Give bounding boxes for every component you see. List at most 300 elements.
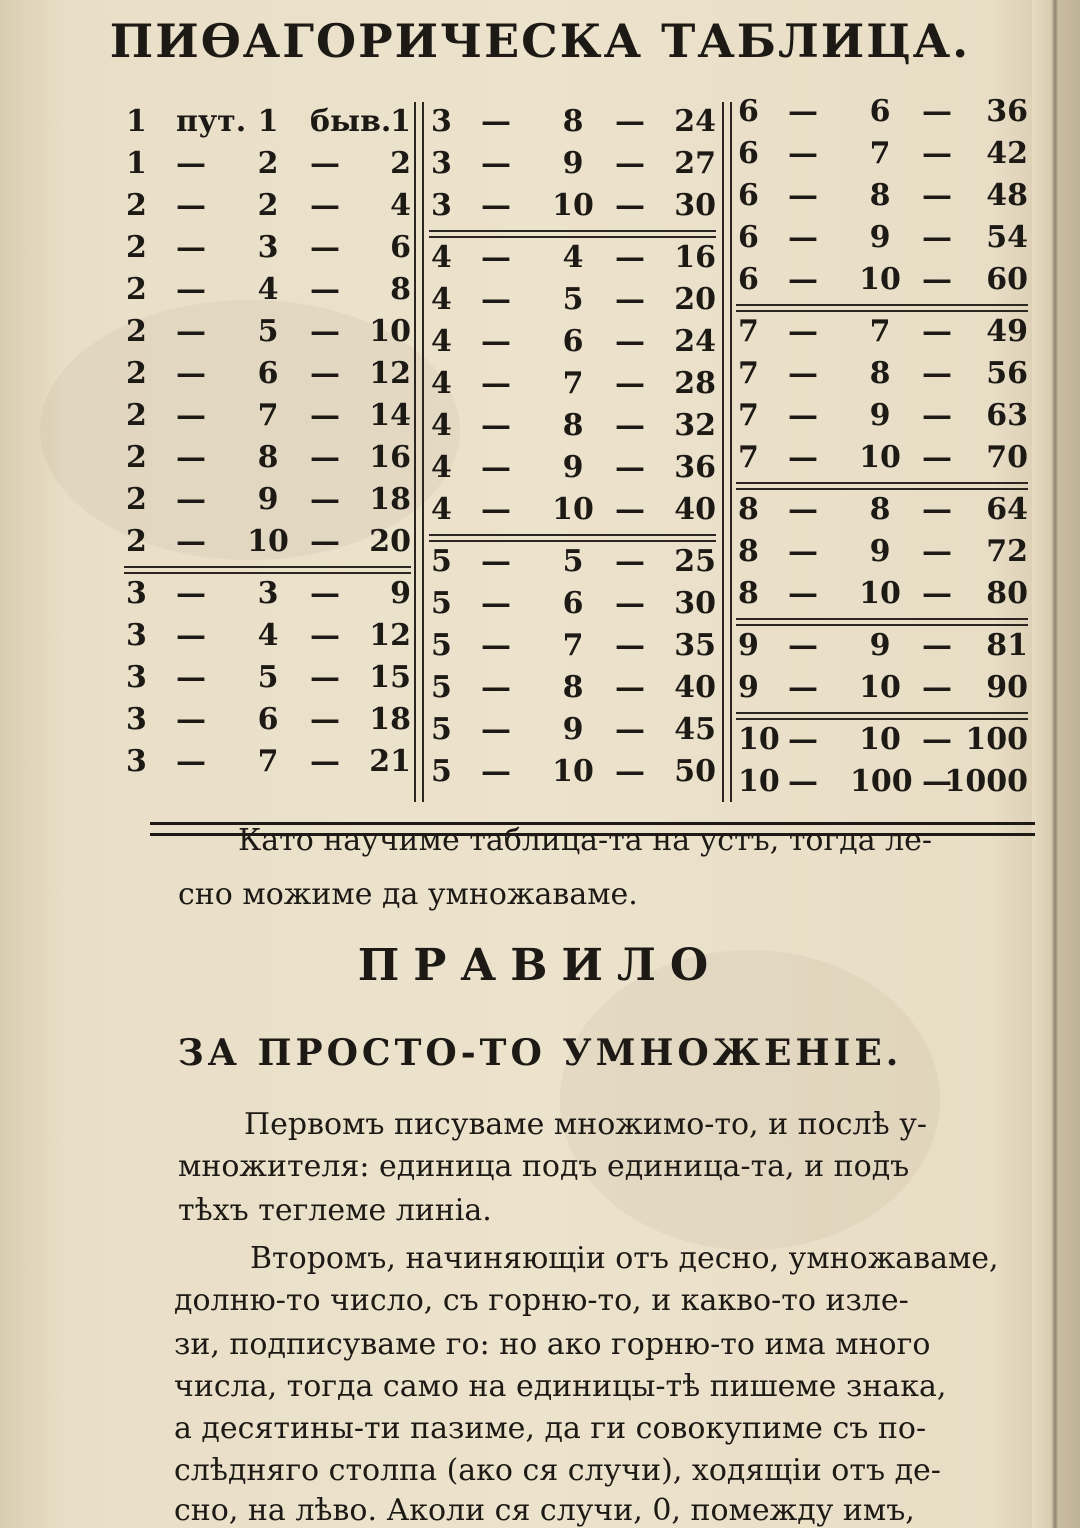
table-row	[425, 710, 720, 750]
table-cell-product: 64	[986, 492, 1028, 527]
text-line: слѣдняго столпа (ако ся случи), ходящіи отъ де-	[174, 1453, 941, 1488]
table-cell-multiplicand: 2	[126, 356, 147, 391]
table-cell-separator: —	[481, 712, 511, 747]
table-cell-separator: —	[176, 524, 206, 559]
table-cell-multiplicand: 6	[738, 136, 759, 171]
table-cell-product: 63	[986, 398, 1028, 433]
table-cell-multiplier: 9	[869, 628, 891, 663]
table-cell-separator: —	[788, 670, 818, 705]
table-cell-product: 81	[986, 628, 1028, 663]
table-cell-product: 50	[674, 754, 716, 789]
table-cell-multiplicand: 10	[738, 764, 780, 799]
table-row	[120, 574, 415, 614]
table-row	[732, 668, 1032, 708]
table-cell-product: 15	[369, 660, 411, 695]
table-cell-multiplier: 3	[257, 230, 279, 265]
table-cell-separator: —	[615, 408, 645, 443]
table-cell-separator: —	[176, 398, 206, 433]
table-row	[120, 616, 415, 656]
table-cell-product: 35	[674, 628, 716, 663]
table-cell-multiplicand: 1	[126, 146, 147, 181]
table-cell-product: 1000	[944, 764, 1028, 799]
table-cell-product: 70	[986, 440, 1028, 475]
table-group-rule	[124, 566, 411, 574]
table-cell-multiplier: 10	[859, 576, 901, 611]
table-cell-product: 18	[369, 482, 411, 517]
table-cell-multiplier: 7	[869, 314, 891, 349]
table-row	[425, 186, 720, 226]
table-cell-product: 45	[674, 712, 716, 747]
table-cell-product: 30	[674, 586, 716, 621]
table-cell-separator: —	[922, 94, 952, 129]
table-cell-separator: —	[788, 94, 818, 129]
table-row	[425, 322, 720, 362]
table-cell-separator: быв.	[310, 104, 392, 139]
table-cell-product: 18	[369, 702, 411, 737]
table-row	[425, 584, 720, 624]
table-cell-separator: —	[310, 356, 340, 391]
table-cell-multiplicand: 2	[126, 524, 147, 559]
table-cell-separator: —	[310, 702, 340, 737]
table-row	[732, 574, 1032, 614]
page-title: ПИѲАГОРИЧЕСКА ТАБЛИЦА.	[109, 14, 971, 68]
column-divider	[414, 102, 424, 802]
table-cell-multiplicand: 8	[738, 534, 759, 569]
table-cell-product: 49	[986, 314, 1028, 349]
table-group-rule	[736, 618, 1028, 626]
rule-subheading: ЗА ПРОСТО-ТО УМНОЖЕНІЕ.	[177, 1032, 903, 1074]
table-row	[120, 228, 415, 268]
table-group-rule	[736, 712, 1028, 720]
table-cell-product: 54	[986, 220, 1028, 255]
table-column-2	[425, 92, 720, 812]
table-cell-separator: —	[922, 534, 952, 569]
table-cell-separator: —	[788, 178, 818, 213]
table-cell-multiplier: 100	[850, 764, 913, 799]
table-cell-separator: —	[615, 188, 645, 223]
table-cell-multiplier: 7	[562, 366, 584, 401]
table-cell-separator: —	[176, 702, 206, 737]
table-cell-separator: —	[176, 482, 206, 517]
table-cell-separator: —	[176, 440, 206, 475]
table-cell-multiplier: 7	[257, 744, 279, 779]
table-cell-separator: —	[481, 240, 511, 275]
table-cell-multiplicand: 2	[126, 188, 147, 223]
table-cell-product: 100	[965, 722, 1028, 757]
table-cell-multiplicand: 8	[738, 492, 759, 527]
table-cell-multiplicand: 2	[126, 272, 147, 307]
table-cell-separator: —	[481, 408, 511, 443]
text-line: долню-то число, съ горню-то, и какво-то изле-	[174, 1283, 909, 1318]
table-cell-multiplicand: 5	[431, 754, 452, 789]
table-cell-separator: —	[310, 272, 340, 307]
table-row	[425, 102, 720, 142]
table-cell-product: 12	[369, 356, 411, 391]
table-cell-multiplicand: 2	[126, 440, 147, 475]
table-group-rule	[736, 304, 1028, 312]
table-cell-multiplier: 9	[869, 398, 891, 433]
table-cell-multiplier: 8	[562, 408, 584, 443]
table-cell-separator: —	[176, 146, 206, 181]
table-cell-multiplier: 7	[257, 398, 279, 433]
table-cell-separator: —	[310, 744, 340, 779]
table-cell-product: 1	[390, 104, 411, 139]
table-cell-separator: —	[922, 492, 952, 527]
table-cell-multiplier: 6	[257, 356, 279, 391]
table-cell-separator: —	[310, 188, 340, 223]
table-cell-separator: —	[481, 586, 511, 621]
table-cell-separator: —	[788, 576, 818, 611]
table-cell-multiplicand: 2	[126, 398, 147, 433]
table-cell-separator: —	[481, 366, 511, 401]
table-cell-separator: —	[615, 324, 645, 359]
table-cell-separator: —	[310, 660, 340, 695]
table-cell-separator: —	[176, 618, 206, 653]
column-divider	[722, 102, 732, 802]
table-cell-multiplicand: 7	[738, 314, 759, 349]
text-line: тѣхъ теглеме линіа.	[178, 1193, 492, 1228]
table-cell-multiplier: 10	[247, 524, 289, 559]
table-cell-multiplicand: 3	[126, 744, 147, 779]
table-cell-separator: —	[788, 764, 818, 799]
table-cell-multiplicand: 4	[431, 492, 452, 527]
table-cell-separator: —	[922, 398, 952, 433]
table-cell-multiplier: 10	[859, 440, 901, 475]
table-cell-separator: —	[788, 722, 818, 757]
table-row	[425, 668, 720, 708]
table-cell-multiplicand: 7	[738, 398, 759, 433]
table-cell-separator: —	[922, 220, 952, 255]
table-cell-separator: —	[615, 282, 645, 317]
table-row	[425, 406, 720, 446]
table-row	[732, 532, 1032, 572]
table-cell-multiplicand: 3	[126, 618, 147, 653]
table-cell-multiplicand: 4	[431, 324, 452, 359]
table-cell-separator: —	[481, 450, 511, 485]
table-cell-product: 4	[390, 188, 411, 223]
table-cell-separator: —	[788, 440, 818, 475]
table-cell-separator: —	[176, 744, 206, 779]
table-cell-separator: —	[788, 136, 818, 171]
table-cell-product: 9	[390, 576, 411, 611]
table-cell-separator: —	[788, 356, 818, 391]
table-cell-product: 10	[369, 314, 411, 349]
table-cell-product: 42	[986, 136, 1028, 171]
table-row	[120, 438, 415, 478]
table-cell-product: 2	[390, 146, 411, 181]
table-cell-product: 60	[986, 262, 1028, 297]
table-cell-product: 16	[369, 440, 411, 475]
table-cell-separator: —	[615, 240, 645, 275]
table-cell-multiplier: 10	[859, 262, 901, 297]
table-cell-separator: —	[310, 524, 340, 559]
table-row	[120, 186, 415, 226]
table-cell-multiplicand: 3	[126, 576, 147, 611]
table-row	[732, 490, 1032, 530]
table-cell-multiplier: 10	[859, 722, 901, 757]
table-cell-multiplicand: 9	[738, 628, 759, 663]
table-cell-product: 24	[674, 324, 716, 359]
table-row	[120, 700, 415, 740]
table-cell-multiplier: 4	[257, 272, 279, 307]
table-cell-separator: —	[176, 272, 206, 307]
text-line: Като научиме таблица-та на устъ, тогда ле-	[238, 823, 933, 858]
table-cell-multiplicand: 9	[738, 670, 759, 705]
text-line: а десятины-ти пазиме, да ги совокупиме съ по-	[174, 1411, 927, 1446]
table-row	[120, 522, 415, 562]
table-cell-product: 8	[390, 272, 411, 307]
table-cell-separator: —	[922, 356, 952, 391]
table-cell-multiplier: 8	[562, 670, 584, 705]
table-cell-multiplicand: 6	[738, 94, 759, 129]
table-cell-separator: —	[310, 618, 340, 653]
table-cell-product: 21	[369, 744, 411, 779]
table-cell-multiplicand: 1	[126, 104, 147, 139]
table-row	[120, 270, 415, 310]
table-cell-separator: —	[922, 440, 952, 475]
table-row	[120, 144, 415, 184]
table-cell-separator: —	[176, 230, 206, 265]
table-cell-multiplier: 10	[552, 188, 594, 223]
table-cell-multiplicand: 4	[431, 450, 452, 485]
table-cell-separator: —	[615, 628, 645, 663]
table-cell-multiplicand: 3	[431, 188, 452, 223]
table-cell-multiplicand: 5	[431, 712, 452, 747]
table-cell-multiplicand: 3	[126, 702, 147, 737]
table-cell-product: 48	[986, 178, 1028, 213]
table-cell-separator: —	[615, 450, 645, 485]
rule-heading: ПРАВИЛО	[357, 940, 723, 991]
table-column-3	[732, 92, 1032, 812]
text-line: Второмъ, начиняющіи отъ десно, умножаваме,	[250, 1241, 999, 1276]
text-line: сно, на лѣво. Аколи ся случи, 0, помежду имъ,	[174, 1493, 915, 1528]
table-row	[732, 354, 1032, 394]
table-row	[120, 396, 415, 436]
table-cell-product: 20	[674, 282, 716, 317]
table-cell-product: 72	[986, 534, 1028, 569]
table-row	[425, 280, 720, 320]
table-cell-multiplier: 2	[257, 146, 279, 181]
table-cell-separator: —	[615, 754, 645, 789]
table-cell-multiplier: 5	[257, 660, 279, 695]
table-cell-separator: —	[481, 188, 511, 223]
table-cell-separator: —	[615, 712, 645, 747]
table-cell-multiplier: 1	[257, 104, 279, 139]
table-cell-separator: —	[615, 586, 645, 621]
table-row	[732, 626, 1032, 666]
table-row	[425, 626, 720, 666]
table-cell-product: 16	[674, 240, 716, 275]
table-group-rule	[429, 534, 716, 542]
table-cell-multiplier: 5	[562, 544, 584, 579]
table-cell-separator: —	[615, 544, 645, 579]
table-row	[732, 762, 1032, 802]
table-cell-product: 36	[986, 94, 1028, 129]
table-cell-product: 14	[369, 398, 411, 433]
table-cell-multiplier: 6	[869, 94, 891, 129]
table-row	[425, 144, 720, 184]
table-cell-multiplier: 10	[552, 492, 594, 527]
table-cell-separator: —	[615, 104, 645, 139]
table-cell-multiplier: 9	[562, 146, 584, 181]
table-row	[425, 752, 720, 792]
table-cell-separator: —	[922, 262, 952, 297]
table-cell-multiplicand: 3	[431, 146, 452, 181]
text-line: числа, тогда само на единицы-тѣ пишеме знака,	[174, 1369, 947, 1404]
table-row	[425, 542, 720, 582]
table-cell-separator: —	[176, 660, 206, 695]
table-row	[425, 490, 720, 530]
table-cell-separator: —	[922, 178, 952, 213]
table-cell-multiplier: 9	[869, 220, 891, 255]
table-cell-separator: —	[176, 576, 206, 611]
table-cell-multiplicand: 8	[738, 576, 759, 611]
table-cell-separator: —	[481, 492, 511, 527]
table-cell-multiplier: 6	[562, 586, 584, 621]
table-cell-multiplier: 8	[562, 104, 584, 139]
table-cell-multiplicand: 7	[738, 440, 759, 475]
table-cell-product: 30	[674, 188, 716, 223]
table-cell-separator: —	[788, 220, 818, 255]
table-cell-separator: —	[788, 534, 818, 569]
table-row	[732, 396, 1032, 436]
table-cell-multiplier: 8	[869, 356, 891, 391]
table-row	[120, 480, 415, 520]
table-cell-product: 32	[674, 408, 716, 443]
table-cell-multiplier: 5	[562, 282, 584, 317]
table-cell-separator: —	[481, 282, 511, 317]
table-cell-multiplier: 6	[257, 702, 279, 737]
table-cell-product: 20	[369, 524, 411, 559]
multiplication-table	[120, 92, 1040, 812]
table-cell-separator: —	[310, 398, 340, 433]
table-cell-multiplicand: 5	[431, 586, 452, 621]
table-cell-multiplier: 9	[869, 534, 891, 569]
table-cell-separator: —	[788, 262, 818, 297]
table-row	[732, 438, 1032, 478]
table-cell-multiplier: 4	[257, 618, 279, 653]
table-cell-separator: —	[615, 146, 645, 181]
table-cell-separator: —	[176, 314, 206, 349]
table-row	[732, 312, 1032, 352]
text-line: сно можиме да умножаваме.	[178, 877, 638, 912]
table-cell-separator: —	[788, 314, 818, 349]
table-group-rule	[736, 482, 1028, 490]
table-row	[120, 742, 415, 782]
table-cell-multiplier: 4	[562, 240, 584, 275]
table-cell-multiplicand: 4	[431, 366, 452, 401]
table-cell-multiplicand: 2	[126, 482, 147, 517]
table-cell-separator: —	[176, 356, 206, 391]
table-cell-separator: пут.	[176, 104, 247, 139]
table-cell-multiplicand: 3	[431, 104, 452, 139]
table-cell-multiplier: 9	[562, 450, 584, 485]
table-cell-multiplicand: 6	[738, 220, 759, 255]
table-cell-multiplier: 6	[562, 324, 584, 359]
table-row	[120, 102, 415, 142]
table-cell-separator: —	[310, 146, 340, 181]
table-row	[732, 176, 1032, 216]
table-row	[120, 658, 415, 698]
table-cell-multiplicand: 6	[738, 262, 759, 297]
table-cell-product: 12	[369, 618, 411, 653]
table-cell-multiplier: 8	[869, 492, 891, 527]
table-cell-multiplier: 9	[562, 712, 584, 747]
table-row	[732, 134, 1032, 174]
table-cell-multiplicand: 5	[431, 544, 452, 579]
table-cell-multiplicand: 4	[431, 282, 452, 317]
table-cell-separator: —	[922, 136, 952, 171]
table-cell-product: 90	[986, 670, 1028, 705]
table-cell-multiplier: 10	[552, 754, 594, 789]
table-cell-product: 27	[674, 146, 716, 181]
table-cell-multiplicand: 6	[738, 178, 759, 213]
text-line: Первомъ писуваме множимо-то, и послѣ у-	[244, 1107, 927, 1142]
table-cell-multiplicand: 4	[431, 240, 452, 275]
table-cell-separator: —	[310, 230, 340, 265]
table-cell-multiplier: 9	[257, 482, 279, 517]
table-cell-multiplier: 8	[869, 178, 891, 213]
table-cell-product: 56	[986, 356, 1028, 391]
table-cell-separator: —	[922, 764, 952, 799]
table-row	[425, 238, 720, 278]
table-row	[732, 720, 1032, 760]
table-cell-separator: —	[922, 628, 952, 663]
table-row	[120, 312, 415, 352]
table-cell-separator: —	[615, 492, 645, 527]
table-cell-multiplicand: 4	[431, 408, 452, 443]
table-row	[120, 354, 415, 394]
table-cell-separator: —	[481, 670, 511, 705]
table-row	[732, 260, 1032, 300]
table-cell-product: 24	[674, 104, 716, 139]
table-cell-separator: —	[922, 670, 952, 705]
table-column-1	[120, 92, 415, 812]
table-cell-separator: —	[922, 576, 952, 611]
table-cell-multiplicand: 10	[738, 722, 780, 757]
table-cell-product: 80	[986, 576, 1028, 611]
table-cell-multiplier: 10	[859, 670, 901, 705]
table-cell-separator: —	[615, 670, 645, 705]
table-cell-product: 28	[674, 366, 716, 401]
table-cell-separator: —	[481, 628, 511, 663]
table-cell-multiplicand: 7	[738, 356, 759, 391]
table-cell-multiplicand: 2	[126, 230, 147, 265]
table-cell-separator: —	[481, 754, 511, 789]
table-cell-product: 40	[674, 492, 716, 527]
table-cell-separator: —	[788, 628, 818, 663]
table-cell-multiplier: 7	[869, 136, 891, 171]
table-cell-multiplicand: 5	[431, 670, 452, 705]
table-row	[732, 92, 1032, 132]
table-cell-multiplier: 2	[257, 188, 279, 223]
table-cell-separator: —	[176, 188, 206, 223]
table-cell-separator: —	[922, 314, 952, 349]
table-cell-separator: —	[481, 146, 511, 181]
table-group-rule	[429, 230, 716, 238]
table-cell-separator: —	[481, 544, 511, 579]
table-cell-multiplicand: 3	[126, 660, 147, 695]
table-cell-separator: —	[310, 314, 340, 349]
table-cell-separator: —	[481, 104, 511, 139]
table-cell-product: 6	[390, 230, 411, 265]
table-row	[425, 448, 720, 488]
table-cell-separator: —	[481, 324, 511, 359]
table-cell-multiplier: 7	[562, 628, 584, 663]
table-cell-separator: —	[615, 366, 645, 401]
table-cell-separator: —	[310, 576, 340, 611]
table-cell-multiplier: 8	[257, 440, 279, 475]
